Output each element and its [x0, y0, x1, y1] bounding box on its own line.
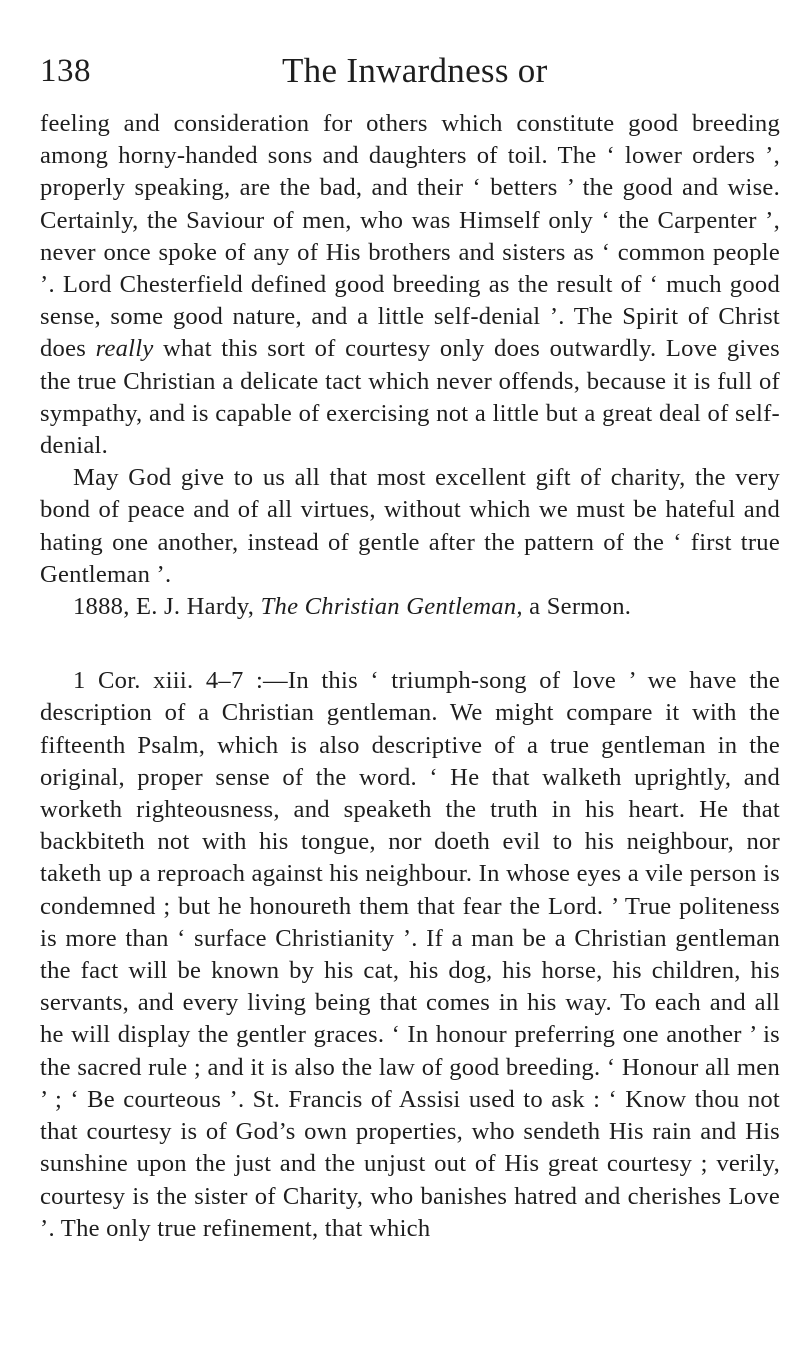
section-gap	[40, 623, 780, 665]
citation-author: 1888, E. J. Hardy,	[73, 593, 261, 621]
running-title: The Inwardness or	[282, 51, 548, 90]
paragraph-charity: May God give to us all that most excellent gift of charity, the very bond of peace and of all virtues, without which we must be hateful and hating one another, instead of gentle after the pattern of the ‘ first true Gentleman ’.	[40, 464, 780, 588]
paragraph-1-part-a: feeling and consideration for others which constitute good breeding among horny-handed sons and daughters of toil. The ‘ lower orders ’, properly speaking, are the bad, and their ‘ betters ’ the good and wise. Certainly, the Saviour of men, who was Himself only ‘ the Carpenter ’, never once spoke of any of His brothers and sisters as ‘ common people ’. Lord Chesterfield defined good breeding as the result of ‘ much good sense, some good nature, and a little self-denial ’. The Spirit of Christ does	[40, 110, 780, 363]
citation-suffix: a Sermon.	[522, 593, 632, 621]
citation-title: The Christian Gentleman,	[260, 593, 523, 621]
emphasis-really: really	[95, 335, 154, 363]
paragraph-good-breeding	[40, 108, 780, 462]
body-text	[40, 108, 780, 1245]
citation-line	[40, 591, 780, 623]
running-head	[40, 46, 780, 96]
paragraph-1-part-b: what this sort of courtesy only does outwardly. Love gives the true Christian a delicate tact which never offends, because it is full of sympathy, and is capable of exercising not a little but a great deal of self-denial.	[40, 335, 781, 460]
page-number: 138	[40, 53, 91, 89]
paragraph-corinthians: 1 Cor. xiii. 4–7 :—In this ‘ triumph-song of love ’ we have the description of a Christian gentleman. We might compare it with the fifteenth Psalm, which is also descriptive of a true gentleman in the original, proper sense of the word. ‘ He that walketh uprightly, and worketh righteousness, and speaketh the truth in his heart. He that backbiteth not with his tongue, nor doeth evil to his neighbour, nor taketh up a reproach against his neighbour. In whose eyes a vile person is condemned ; but he honoureth them that fear the Lord. ’ True politeness is more than ‘ surface Christianity ’. If a man be a Christian gentleman the fact will be known by his cat, his dog, his horse, his children, his servants, and every living being that comes in his way. To each and all he will display the gentler graces. ‘ In honour preferring one another ’ is the sacred rule ; and it is also the law of good breeding. ‘ Honour all men ’ ; ‘ Be courteous ’. St. Francis of Assisi used to ask : ‘ Know thou not that courtesy is of God’s own properties, who sendeth His rain and His sunshine upon the just and the unjust out of His great courtesy ; verily, courtesy is the sister of Charity, who banishes hatred and cherishes Love ’. The only true refinement, that which	[40, 667, 780, 1242]
